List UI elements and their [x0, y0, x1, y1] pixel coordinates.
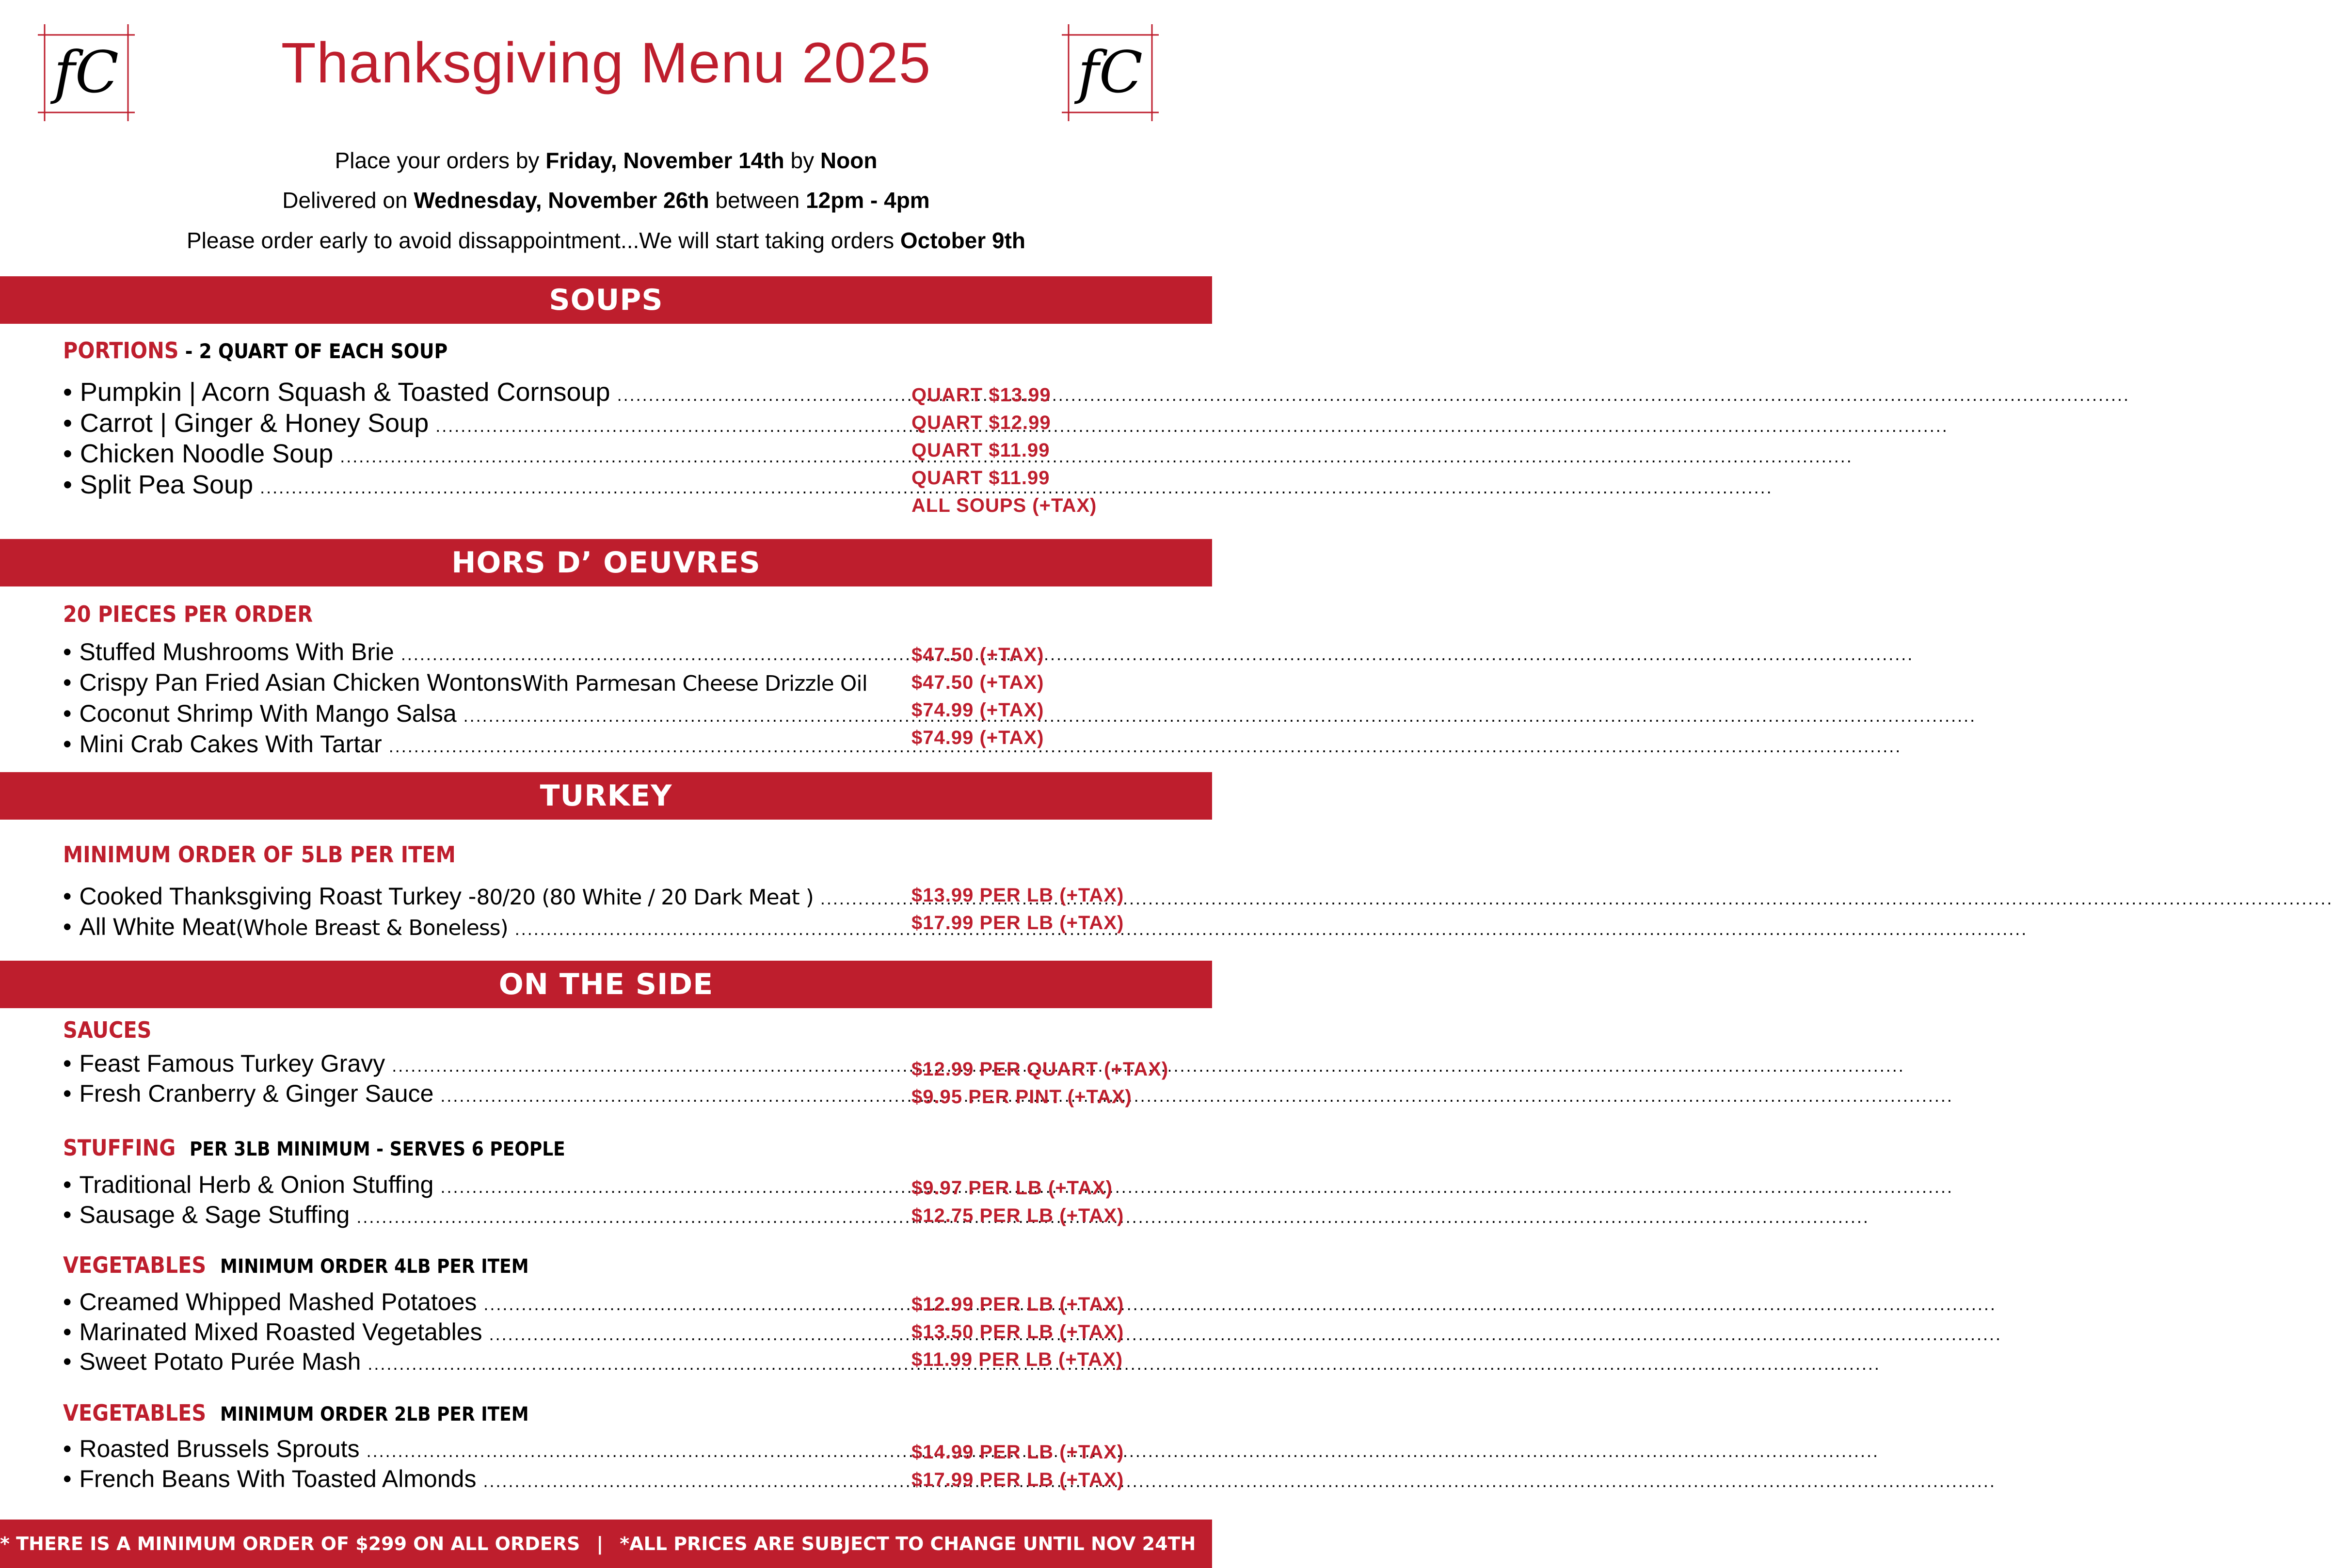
hors-item: • Mini Crab Cakes With Tartar ..... — [63, 729, 870, 759]
soup-item: • Split Pea Soup ..... — [63, 470, 870, 500]
hors-price: $47.50 (+TAX) — [911, 644, 1044, 665]
sauce-price: $12.99 PER QUART (+TAX) — [911, 1059, 1169, 1080]
turkey-item-name: Cooked Thanksgiving Roast Turkey - — [79, 883, 477, 910]
early-line-text: Please order early to avoid dissappointment...We will start taking orders — [187, 228, 900, 253]
section-header-turkey: TURKEY — [0, 772, 1212, 820]
soup-item: • Chicken Noodle Soup ..... — [63, 439, 870, 469]
vegetable-item: • Creamed Whipped Mashed Potatoes ..... — [63, 1287, 870, 1317]
footer-minimum-order: * THERE IS A MINIMUM ORDER OF $299 ON ALL ORDERS — [0, 1533, 580, 1554]
vegetables-desc: MINIMUM ORDER 2LB PER ITEM — [220, 1403, 529, 1425]
vegetables-2lb-header — [63, 1400, 529, 1426]
vegetable-item: • Roasted Brussels Sprouts ..... — [63, 1434, 870, 1464]
soups-portion-note — [63, 337, 447, 364]
section-header-hors-doeuvres: HORS D’ OEUVRES — [0, 539, 1212, 586]
soup-price: QUART $12.99 — [911, 412, 1051, 433]
soup-price: QUART $11.99 — [911, 467, 1050, 489]
vegetables-label: VEGETABLES — [63, 1400, 207, 1426]
sauce-item: • Feast Famous Turkey Gravy ..... — [63, 1048, 870, 1078]
vegetables-4lb-header — [63, 1252, 529, 1279]
vegetable-item: • French Beans With Toasted Almonds ..... — [63, 1464, 870, 1494]
stuffing-item: • Traditional Herb & Onion Stuffing ..... — [63, 1170, 870, 1200]
soup-price: QUART $11.99 — [911, 440, 1050, 461]
footer-separator: | — [596, 1533, 604, 1554]
turkey-price: $17.99 PER LB (+TAX) — [911, 912, 1124, 934]
hors-price: $74.99 (+TAX) — [911, 699, 1044, 721]
order-start-date: October 9th — [900, 228, 1025, 253]
early-order-line — [0, 227, 1212, 254]
section-header-on-the-side: ON THE SIDE — [0, 961, 1212, 1008]
vegetable-price: $13.50 PER LB (+TAX) — [911, 1321, 1124, 1343]
vegetable-item: • Sweet Potato Purée Mash ..... — [63, 1346, 870, 1377]
hors-item-name: Coconut Shrimp With Mango Salsa — [79, 700, 457, 727]
delivery-line-text-2: between — [709, 188, 806, 213]
hors-item-name: Crispy Pan Fried Asian Chicken Wontons — [79, 669, 522, 696]
turkey-item: • All White Meat (Whole Breast & Boneless) ..... — [63, 912, 870, 942]
footer-separator: | — [1212, 1533, 1219, 1554]
hors-item-name: Stuffed Mushrooms With Brie — [79, 638, 394, 665]
sauce-price: $9.95 PER PINT (+TAX) — [911, 1086, 1132, 1108]
order-line-text-1: Place your orders by — [335, 148, 546, 173]
soup-item-name: Split Pea Soup — [80, 470, 254, 499]
stuffing-item-name: Traditional Herb & Onion Stuffing — [79, 1171, 434, 1198]
hors-item-name: Mini Crab Cakes With Tartar — [79, 730, 382, 758]
hors-pieces-note: 20 PIECES PER ORDER — [63, 601, 313, 627]
vegetable-price: $17.99 PER LB (+TAX) — [911, 1469, 1124, 1490]
soups-note-rest: - 2 QUART OF EACH SOUP — [178, 339, 448, 363]
vegetable-item-name: Creamed Whipped Mashed Potatoes — [79, 1288, 477, 1315]
order-line-text-2: by — [784, 148, 820, 173]
soups-note-key: PORTIONS — [63, 337, 179, 364]
footer-card-fees: CARD FEES: 4.5% — [1235, 1533, 1415, 1554]
footer-notice-bar — [0, 1520, 1415, 1568]
turkey-minimum-note: MINIMUM ORDER OF 5LB PER ITEM — [63, 841, 456, 868]
logo-right-text: fC — [1078, 39, 1143, 106]
soup-item: • Carrot | Ginger & Honey Soup ..... — [63, 408, 870, 438]
delivery-line-text-1: Delivered on — [282, 188, 414, 213]
section-header-soups: SOUPS — [0, 276, 1212, 324]
turkey-item: • Cooked Thanksgiving Roast Turkey - 80/20 (80 White / 20 Dark Meat ) ..... — [63, 881, 870, 911]
hors-item: • Stuffed Mushrooms With Brie ..... — [63, 637, 870, 667]
order-deadline-line — [0, 147, 1212, 174]
order-deadline-time: Noon — [820, 148, 878, 173]
vegetable-item: • Marinated Mixed Roasted Vegetables ..... — [63, 1317, 870, 1347]
vegetable-price: $11.99 PER LB (+TAX) — [911, 1349, 1123, 1370]
hors-price: $74.99 (+TAX) — [911, 727, 1044, 748]
stuffing-item: • Sausage & Sage Stuffing ..... — [63, 1200, 870, 1230]
soup-price: QUART $13.99 — [911, 384, 1051, 406]
hors-item: • Coconut Shrimp With Mango Salsa ..... — [63, 698, 870, 729]
hors-item: • Crispy Pan Fried Asian Chicken Wontons With Parmesan Cheese Drizzle Oil — [63, 667, 870, 697]
stuffing-item-name: Sausage & Sage Stuffing — [79, 1201, 350, 1228]
stuffing-header — [63, 1135, 565, 1161]
delivery-window: 12pm - 4pm — [806, 188, 930, 213]
footer-price-change: *ALL PRICES ARE SUBJECT TO CHANGE UNTIL NOV 24TH — [620, 1533, 1196, 1554]
hors-price: $47.50 (+TAX) — [911, 672, 1044, 693]
stuffing-price: $12.75 PER LB (+TAX) — [911, 1205, 1124, 1226]
vegetable-price: $14.99 PER LB (+TAX) — [911, 1441, 1124, 1463]
logo-left-text: fC — [54, 39, 119, 106]
delivery-line — [0, 187, 1212, 214]
sauce-item-name: Fresh Cranberry & Ginger Sauce — [79, 1080, 434, 1107]
sauces-label: SAUCES — [63, 1017, 152, 1043]
vegetables-desc: MINIMUM ORDER 4LB PER ITEM — [220, 1255, 529, 1278]
soup-item: • Pumpkin | Acorn Squash & Toasted Cornsoup ..... — [63, 377, 870, 407]
turkey-item-detail: (Whole Breast & Boneless) — [235, 916, 508, 940]
turkey-item-name: All White Meat — [79, 913, 236, 940]
sauce-item: • Fresh Cranberry & Ginger Sauce ..... — [63, 1078, 870, 1109]
hors-item-detail: With Parmesan Cheese Drizzle Oil — [522, 671, 867, 696]
vegetable-item-name: Marinated Mixed Roasted Vegetables — [79, 1318, 482, 1346]
delivery-date: Wednesday, November 26th — [414, 188, 709, 213]
stuffing-price: $9.97 PER LB (+TAX) — [911, 1177, 1113, 1199]
stuffing-desc: PER 3LB MINIMUM - SERVES 6 PEOPLE — [189, 1138, 565, 1160]
vegetable-item-name: French Beans With Toasted Almonds — [79, 1465, 477, 1492]
stuffing-label: STUFFING — [63, 1135, 176, 1161]
turkey-item-detail: 80/20 (80 White / 20 Dark Meat ) — [476, 885, 814, 910]
order-deadline-date: Friday, November 14th — [545, 148, 784, 173]
soup-item-name: Pumpkin | Acorn Squash & Toasted Cornsoup — [80, 378, 610, 407]
vegetable-item-name: Roasted Brussels Sprouts — [79, 1435, 360, 1462]
sauce-item-name: Feast Famous Turkey Gravy — [79, 1050, 385, 1077]
soup-tax-note: ALL SOUPS (+TAX) — [911, 495, 1097, 516]
soup-item-name: Carrot | Ginger & Honey Soup — [80, 409, 429, 438]
vegetables-label: VEGETABLES — [63, 1252, 207, 1278]
turkey-price: $13.99 PER LB (+TAX) — [911, 885, 1124, 906]
page-title: Thanksgiving Menu 2025 — [281, 31, 931, 95]
soup-item-name: Chicken Noodle Soup — [80, 439, 334, 468]
vegetable-price: $12.99 PER LB (+TAX) — [911, 1294, 1124, 1315]
vegetable-item-name: Sweet Potato Purée Mash — [79, 1348, 361, 1375]
